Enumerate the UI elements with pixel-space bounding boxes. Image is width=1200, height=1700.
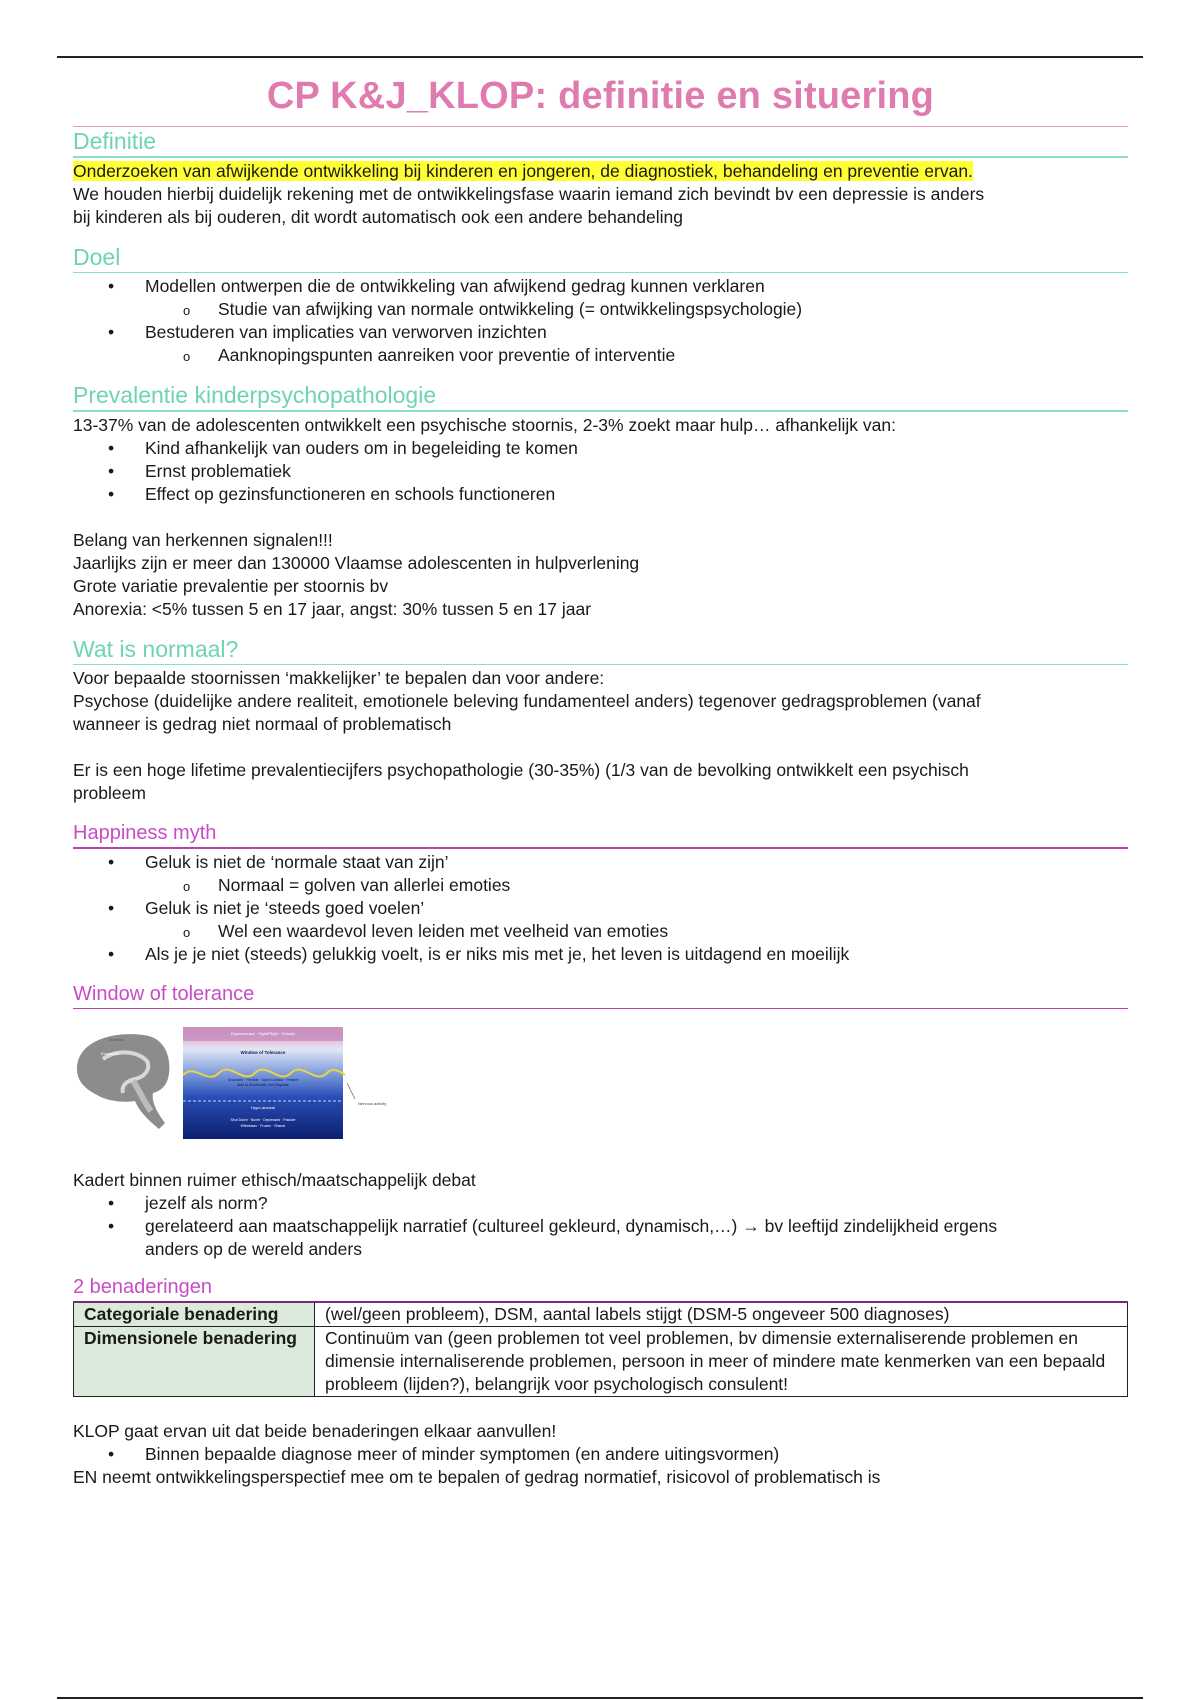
list-item: • Geluk is niet de ‘normale staat van zijn’ [73, 851, 1128, 874]
heading-rule [73, 410, 1128, 412]
spacer [73, 736, 1128, 759]
list-item-line-1: gerelateerd aan maatschappelijk narratief (cultureel gekleurd, dynamisch,…) → bv leeftijd zindelijkheid ergens [145, 1216, 998, 1236]
normaal-p1: Voor bepaalde stoornissen ‘makkelijker’ te bepalen dan voor andere: [73, 668, 605, 688]
window-list [73, 1192, 1128, 1261]
benaderingen-p1: KLOP gaat ervan uit dat beide benaderingen elkaar aanvullen! [73, 1421, 557, 1441]
normaal-p3a: Er is een hoge lifetime prevalentiecijfers psychopathologie (30-35%) (1/3 van de bevolking ontwikkelt een psychisch [73, 760, 969, 780]
prevalentie-p1: Belang van herkennen signalen!!! [73, 529, 333, 550]
heading-benaderingen: 2 benaderingen [73, 1276, 213, 1298]
list-item: • Binnen bepaalde diagnose meer of minder symptomen (en andere uitingsvormen) [73, 1443, 1128, 1466]
prevalentie-list [73, 437, 1128, 506]
heading-normaal: Wat is normaal? [73, 635, 239, 662]
window-of-tolerance-figure [73, 1019, 1128, 1159]
prevalentie-p4: Anorexia: <5% tussen 5 en 17 jaar, angst: 30% tussen 5 en 17 jaar [73, 598, 592, 619]
band-low-sub-1: Shut Down · Numb · Depressed · Passive [230, 1118, 296, 1122]
section-window [73, 982, 1128, 1262]
brain-label-1: Survival [109, 1037, 124, 1042]
benaderingen-p2: EN neemt ontwikkelingsperspectief mee om te bepalen of gedrag normatief, risicovol of problematisch is [73, 1467, 881, 1487]
prevalentie-p3: Grote variatie prevalentie per stoornis bv [73, 575, 389, 596]
doel-list [73, 275, 1128, 367]
prevalentie-intro: 13-37% van de adolescenten ontwikkelt een psychische stoornis, 2-3% zoekt maar hulp… afhankelijk van: [73, 414, 896, 435]
benaderingen-list [73, 1443, 1128, 1466]
heading-rule [73, 847, 1128, 849]
table-row [74, 1327, 1128, 1397]
table-label-cell: Dimensionele benadering [74, 1327, 315, 1397]
band-low-label: Hypo-arousal [251, 1105, 275, 1110]
highlight-text: Onderzoeken van afwijkende ontwikkeling bij kinderen en jongeren, de diagnostiek, behandeling en preventie ervan. [73, 160, 973, 181]
spacer [73, 506, 1128, 529]
happiness-list [73, 851, 1128, 966]
document-title: CP K&J_KLOP: definitie en situering [266, 75, 935, 117]
list-item: • Bestuderen van implicaties van verworven inzichten [73, 321, 1128, 344]
list-subitem: o Aanknopingspunten aanreiken voor preventie of interventie [73, 344, 1128, 367]
definition-highlight [73, 160, 1128, 183]
list-item: • Geluk is niet je ‘steeds goed voelen’ [73, 897, 1128, 920]
heading-doel: Doel [73, 243, 121, 270]
definition-text-1: We houden hierbij duidelijk rekening met de ontwikkelingsfase waarin iemand zich bevindt bv een depressie is anders [73, 183, 985, 204]
band-top-label: Hyperarousal · Fight/Flight · Chaotic [230, 1031, 296, 1036]
list-item: • Als je je niet (steeds) gelukkig voelt, is er niks mis met je, het leven is uitdagend en moeilijk [73, 943, 1128, 966]
heading-rule [73, 1008, 1128, 1010]
section-happiness [73, 821, 1128, 966]
window-p1: Kadert binnen ruimer ethisch/maatschappelijk debat [73, 1170, 476, 1190]
band-mid-sub-2: Able to Emotionally Self Regulate [237, 1083, 289, 1087]
list-item-line-2: anders op de wereld anders [145, 1239, 362, 1259]
section-benaderingen [73, 1275, 1128, 1489]
heading-rule [73, 272, 1128, 274]
band-mid-sub-1: Grounded · Flexible · Open/Curious · Present [227, 1078, 299, 1082]
table-text-cell: Continuüm van (geen problemen tot veel problemen, bv dimensie externaliserende problemen en dimensie internaliserende problemen, persoon in meer of mindere mate kenmerken van een bepaald probleem (lijden?), belangrijk voor psychologisch consulent! [315, 1327, 1128, 1397]
list-item: • jezelf als norm? [73, 1192, 1128, 1215]
band-low-sub-2: Withdrawn · Frozen · Shame [240, 1124, 286, 1128]
normaal-p2a: Psychose (duidelijke andere realiteit, emotionele beleving fundamenteel anders) tegenover gedragsproblemen (vanaf [73, 691, 981, 711]
brain-label-2: Emotional [101, 1051, 119, 1056]
document-body [73, 70, 1128, 1489]
heading-window: Window of tolerance [73, 982, 255, 1005]
list-item: • Modellen ontwerpen die de ontwikkeling van afwijkend gedrag kunnen verklaren [73, 275, 1128, 298]
list-subitem: o Wel een waardevol leven leiden met veelheid van emoties [73, 920, 1128, 943]
list-item: • Ernst problematiek [73, 460, 1128, 483]
list-item [73, 1215, 1128, 1261]
heading-happiness: Happiness myth [73, 822, 217, 844]
list-item: • Effect op gezinsfunctioneren en schools functioneren [73, 483, 1128, 506]
table-label-cell: Categoriale benadering [74, 1302, 315, 1327]
table-text-cell: (wel/geen probleem), DSM, aantal labels stijgt (DSM-5 ongeveer 500 diagnoses) [315, 1302, 1128, 1327]
table-row [74, 1302, 1128, 1327]
brain-illustration [77, 1034, 169, 1129]
section-definitie [73, 127, 1128, 229]
heading-rule [73, 156, 1128, 158]
list-item: • Kind afhankelijk van ouders om in begeleiding te komen [73, 437, 1128, 460]
normaal-p2b: wanneer is gedrag niet normaal of problematisch [73, 714, 452, 734]
normaal-p3b: probleem [73, 783, 146, 803]
band-mid-label: Window of Tolerance [240, 1050, 286, 1055]
top-page-rule [57, 56, 1143, 58]
heading-definitie: Definitie [73, 128, 157, 154]
section-doel [73, 243, 1128, 368]
section-prevalentie [73, 381, 1128, 621]
list-subitem: o Normaal = golven van allerlei emoties [73, 874, 1128, 897]
list-subitem: o Studie van afwijking van normale ontwikkeling (= ontwikkelingspsychologie) [73, 298, 1128, 321]
definition-text-2: bij kinderen als bij ouderen, dit wordt automatisch ook een andere behandeling [73, 206, 683, 227]
benaderingen-table [73, 1301, 1128, 1397]
arousal-bands [183, 1027, 386, 1139]
heading-prevalentie: Prevalentie kinderpsychopathologie [73, 382, 437, 408]
bottom-page-rule [57, 1697, 1143, 1699]
side-label: Nervous activity [358, 1101, 387, 1106]
heading-rule [73, 664, 1128, 666]
window-of-tolerance-diagram [73, 1019, 403, 1159]
section-normaal [73, 635, 1128, 806]
prevalentie-p2: Jaarlijks zijn er meer dan 130000 Vlaamse adolescenten in hulpverlening [73, 552, 640, 573]
spacer [73, 1397, 1128, 1420]
